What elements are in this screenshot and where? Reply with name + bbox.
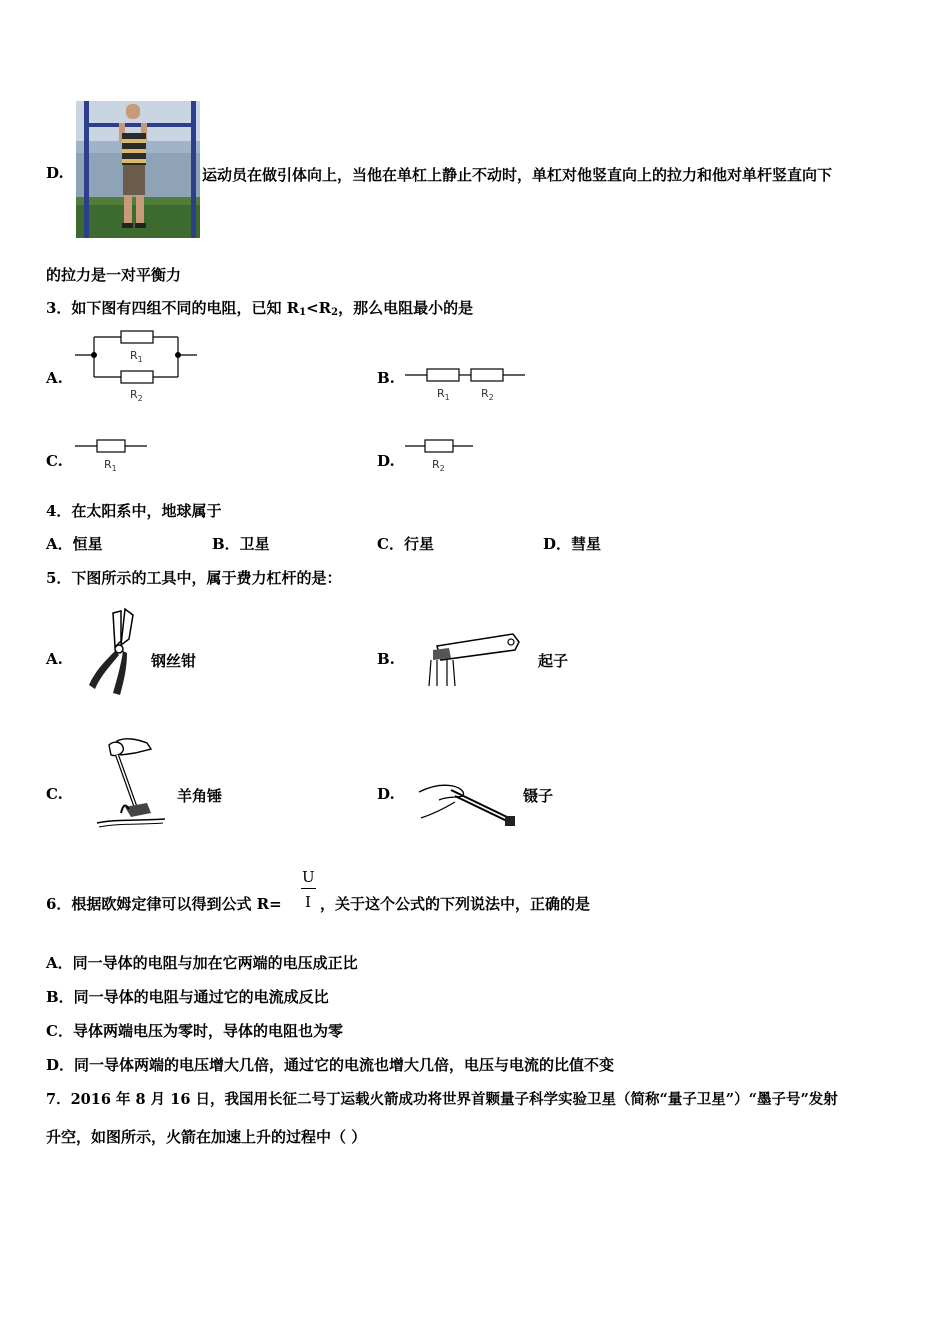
q4-stem: 4．在太阳系中，地球属于 [46, 502, 222, 520]
q4-option-d: D．彗星 [543, 535, 602, 553]
label-r1: $R_1$ [104, 458, 117, 473]
q7-stem-line1: 7．2016 年 8 月 16 日，我国用长征二号丁运载火箭成功将世界首颗量子科学实验卫星（简称“量子卫星”）“墨子号”发射 [46, 1091, 838, 1108]
q5-option-d-label: D. [377, 785, 395, 803]
label-r2: $R_2$ [481, 387, 494, 402]
q6-stem-b: ，关于这个公式的下列说法中，正确的是 [320, 895, 591, 913]
q6-option-b: B．同一导体的电阻与通过它的电流成反比 [46, 988, 329, 1006]
q5-tool-d: 镊子 [523, 787, 554, 805]
q5-option-b-label: B. [377, 650, 395, 668]
q3-option-c-label: C. [46, 452, 63, 470]
q3-option-d-label: D. [377, 452, 395, 470]
q6-stem-a: 6．根据欧姆定律可以得到公式 R= [46, 895, 282, 913]
q6-denominator: I [305, 893, 311, 911]
q2-option-d-text-line1: 运动员在做引体向上，当他在单杠上静止不动时，单杠对他竖直向上的拉力和他对单杆竖直向下 [202, 166, 833, 184]
q2-option-d-label: D. [46, 164, 64, 182]
q5-stem: 5．下图所示的工具中，属于费力杠杆的是： [46, 569, 342, 587]
q7-stem-line2: 升空，如图所示，火箭在加速上升的过程中（ ） [46, 1128, 367, 1146]
parallel-resistor-circuit [75, 327, 197, 401]
series-resistor-circuit [405, 364, 527, 404]
single-r2-circuit [405, 437, 475, 473]
q4-option-a: A．恒星 [46, 535, 103, 553]
q6-fraction-bar [301, 888, 316, 889]
q6-option-c: C．导体两端电压为零时，导体的电阻也为零 [46, 1022, 343, 1040]
label-r2: $R_2$ [432, 458, 445, 473]
q5-tool-a: 钢丝钳 [151, 652, 197, 670]
tweezers-icon [417, 778, 521, 832]
q5-tool-b: 起子 [538, 652, 569, 670]
q4-option-c: C．行星 [377, 535, 434, 553]
q5-tool-c: 羊角锤 [177, 787, 223, 805]
pliers-icon [85, 605, 140, 697]
pullup-photo [76, 101, 200, 238]
bottle-opener-icon [425, 632, 525, 688]
label-r2: $R_2$ [130, 388, 143, 403]
q3-option-a-label: A. [46, 369, 63, 387]
claw-hammer-icon [95, 735, 165, 831]
label-r1: $R_1$ [130, 349, 143, 364]
q6-numerator: U [302, 868, 315, 886]
single-r1-circuit [75, 437, 147, 473]
q3-option-b-label: B. [377, 369, 395, 387]
q6-option-a: A．同一导体的电阻与加在它两端的电压成正比 [46, 954, 358, 972]
q5-option-a-label: A. [46, 650, 63, 668]
q4-option-b: B．卫星 [212, 535, 270, 553]
q5-option-c-label: C. [46, 785, 63, 803]
q2-option-d-text-line2: 的拉力是一对平衡力 [46, 266, 182, 284]
q3-stem: 3．如下图有四组不同的电阻，已知 $R_1<R_2$，那么电阻最小的是 [46, 299, 474, 318]
q6-option-d: D．同一导体两端的电压增大几倍，通过它的电流也增大几倍，电压与电流的比值不变 [46, 1056, 615, 1074]
label-r1: $R_1$ [437, 387, 450, 402]
